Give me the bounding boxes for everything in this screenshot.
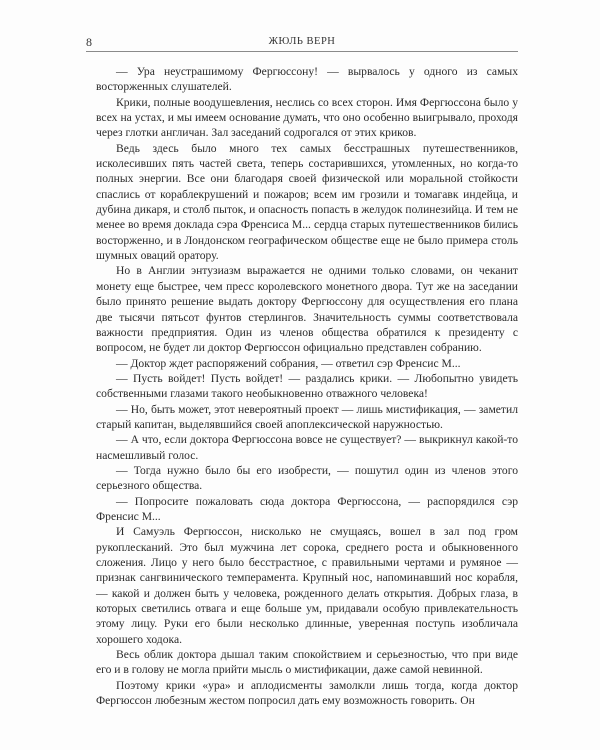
paragraph: Весь облик доктора дышал таким спокойствием и серьезностью, что при виде его и в голову не могла прийти мысль о мистификации, даже самой невинной. xyxy=(96,648,518,677)
paragraph: — Пусть войдет! Пусть войдет! — раздались крики. — Любопытно увидеть собственными глазами такого необыкновенно отважного человека! xyxy=(96,371,518,401)
paragraph: Ведь здесь было много тех самых бесстрашных путешественников, исколесивших пять частей света, теперь состарившихся, утомленных, но когда-то полных энергии. Все они благодаря своей физической или моральной стойкости спаслись от кораблекрушений и пожаров; всем им грозили и томагавк индейца, и дубина дикаря, и столб пыток, и опасность попасть в желудок полинезийца. И тем не менее во время доклада сэра Френсиса М... сердца старых путешественников бились восторженно, и в Лондонском географическом обществе еще не было примера столь шумных оваций оратору. xyxy=(96,141,518,263)
paragraph: — Доктор ждет распоряжений собрания, — ответил сэр Френсис М... xyxy=(116,356,461,370)
paragraph: Поэтому крики «ура» и аплодисменты замолкли лишь тогда, когда доктор Фергюссон любезным жестом попросил дать ему возможность говорить. Он xyxy=(96,678,518,708)
paragraph: Но в Англии энтузиазм выражается не одними только словами, он чеканит монету еще быстрее, чем пресс королевского монетного двора. Тут же на заседании было принято решение выдать доктору Фергюссону для осуществления его плана две тысячи пятьсот фунтов стерлингов. Значительность суммы соответствовала важности предприятия. Один из членов общества обратился к президенту с вопросом, не будет ли доктор Фергюссон официально представлен собранию. xyxy=(96,264,518,355)
book-title: ЖЮЛЬ ВЕРН xyxy=(268,36,336,47)
paragraph: — Ура неустрашимому Фергюссону! — вырвалось у одного из самых восторженных слушателей. xyxy=(96,65,518,94)
body-text xyxy=(96,64,518,708)
running-head xyxy=(86,35,518,52)
paragraph: — А что, если доктора Фергюссона вовсе не существует? — выкрикнул какой-то насмешливый голос. xyxy=(96,433,518,462)
paragraph: — Попросите пожаловать сюда доктора Фергюссона, — распорядился сэр Френсис М... xyxy=(96,494,518,523)
paragraph: Крики, полные воодушевления, неслись со всех сторон. Имя Фергюссона было у всех на устах, и мы имеем основание думать, что оно особенно выигрывало, проходя через глотки англичан. Зал заседаний содрогался от этих криков. xyxy=(96,95,518,140)
paragraph: — Тогда нужно было бы его изобрести, — пошутил один из членов этого серьезного общества. xyxy=(96,463,518,493)
paragraph: И Самуэль Фергюссон, нисколько не смущаясь, вошел в зал под гром рукоплесканий. Это был мужчина лет сорока, среднего роста и обыкновенного сложения. Лицо у него было бесстрастное, с правильными чертами и румяное — признак сангвинического темперамента. Крупный нос, напоминавший нос корабля, — какой и должен быть у человека, рожденного делать открытия. Добрых глаза, в которых светились отвага и еще больше ум, придавали особую привлекательность этому лицу. Руки его были несколько длинные, уверенная поступь изобличала хорошего ходока. xyxy=(96,525,518,646)
paragraph: — Но, быть может, этот невероятный проект — лишь мистификация, — заметил старый капитан, выделявшийся своей апоплексической наружностью. xyxy=(96,402,518,431)
page-number: 8 xyxy=(86,35,92,49)
